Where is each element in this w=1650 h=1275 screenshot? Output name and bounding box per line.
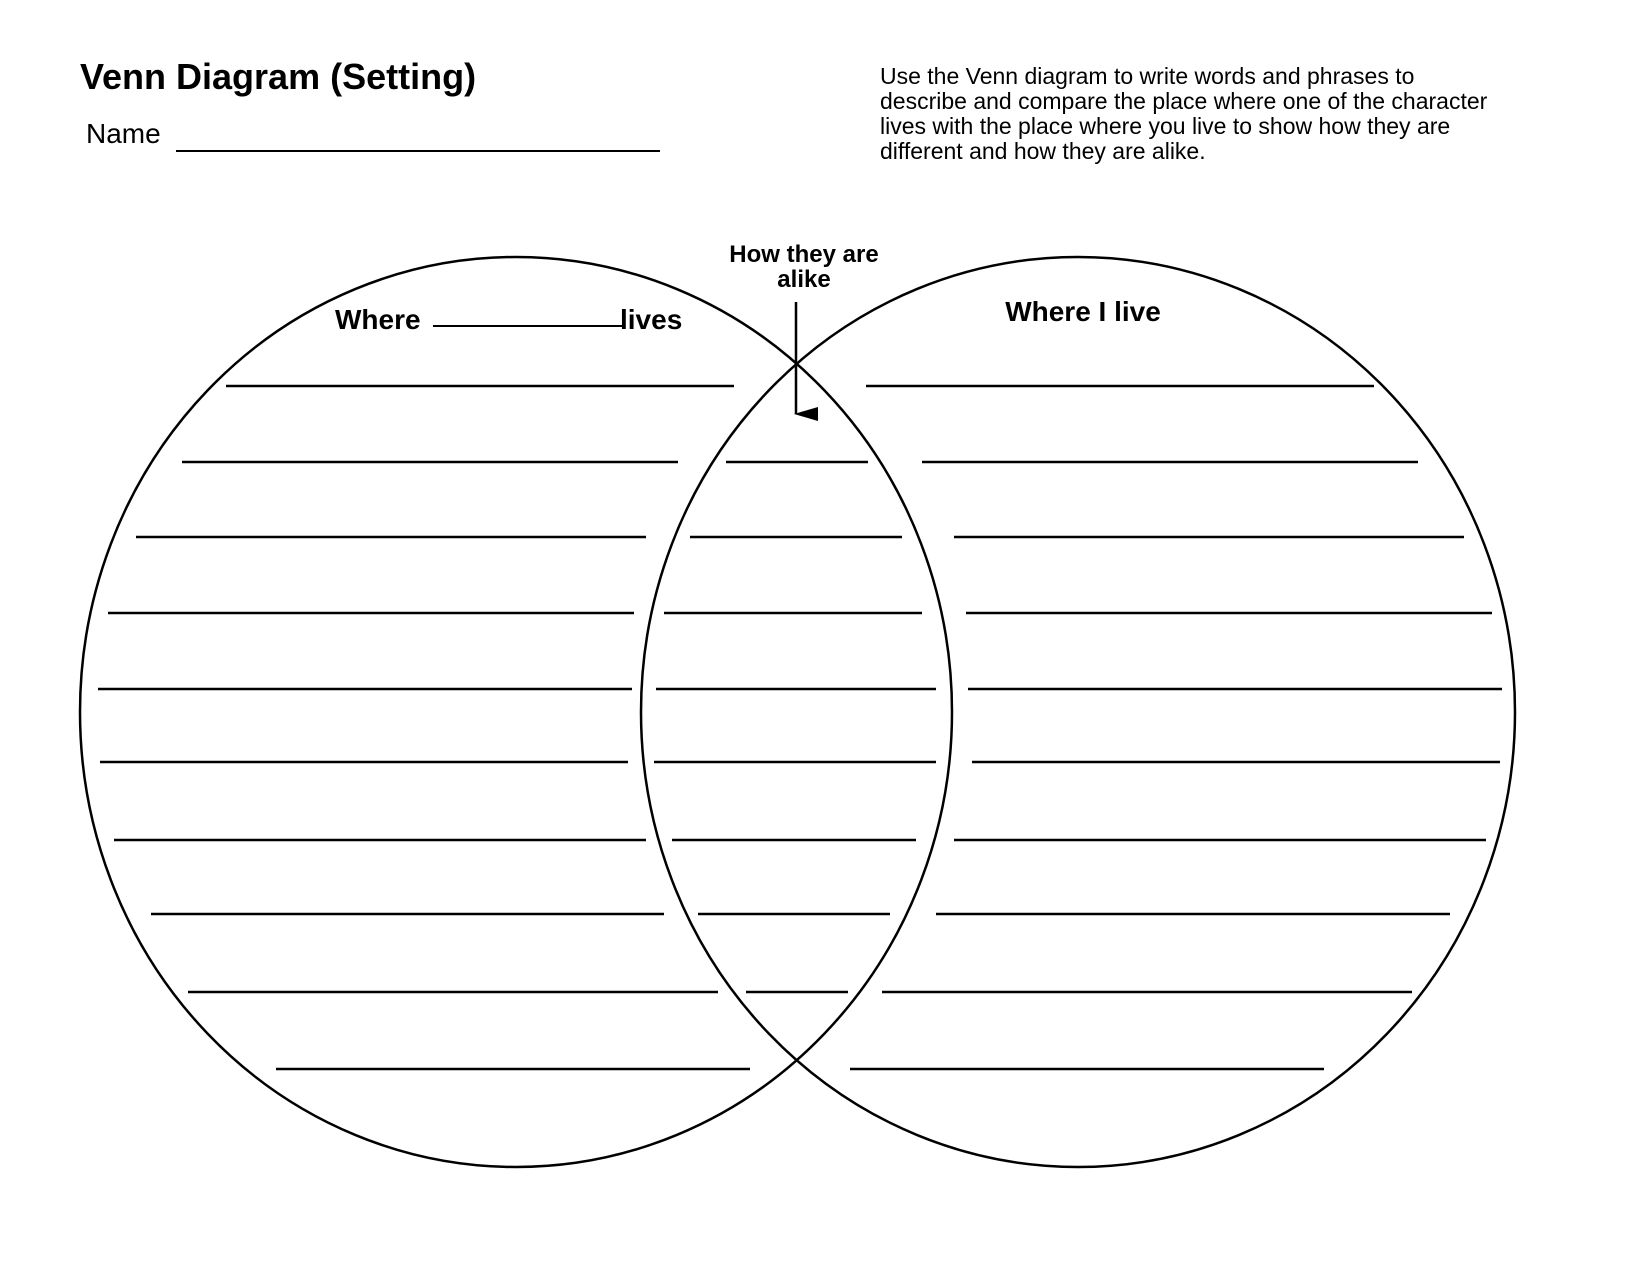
left-circle-label-where: Where — [335, 304, 421, 335]
worksheet-title: Venn Diagram (Setting) — [80, 56, 477, 97]
name-label: Name — [86, 118, 161, 149]
right-circle — [641, 257, 1515, 1167]
overlap-label-line2: alike — [777, 266, 831, 293]
overlap-label-line1: How they are — [729, 241, 879, 268]
left-circle-label-lives: lives — [620, 304, 683, 335]
overlap-writing-lines — [654, 462, 936, 992]
left-writing-lines — [98, 386, 750, 1069]
instructions-line: different and how they are alike. — [880, 138, 1206, 164]
instructions-line: lives with the place where you live to show how they are — [880, 113, 1451, 139]
instructions-line: Use the Venn diagram to write words and phrases to — [880, 64, 1415, 89]
left-circle — [80, 257, 952, 1167]
instructions-line: describe and compare the place where one of the character — [880, 88, 1488, 114]
right-writing-lines — [850, 386, 1502, 1069]
right-circle-label: Where I live — [1005, 296, 1161, 327]
